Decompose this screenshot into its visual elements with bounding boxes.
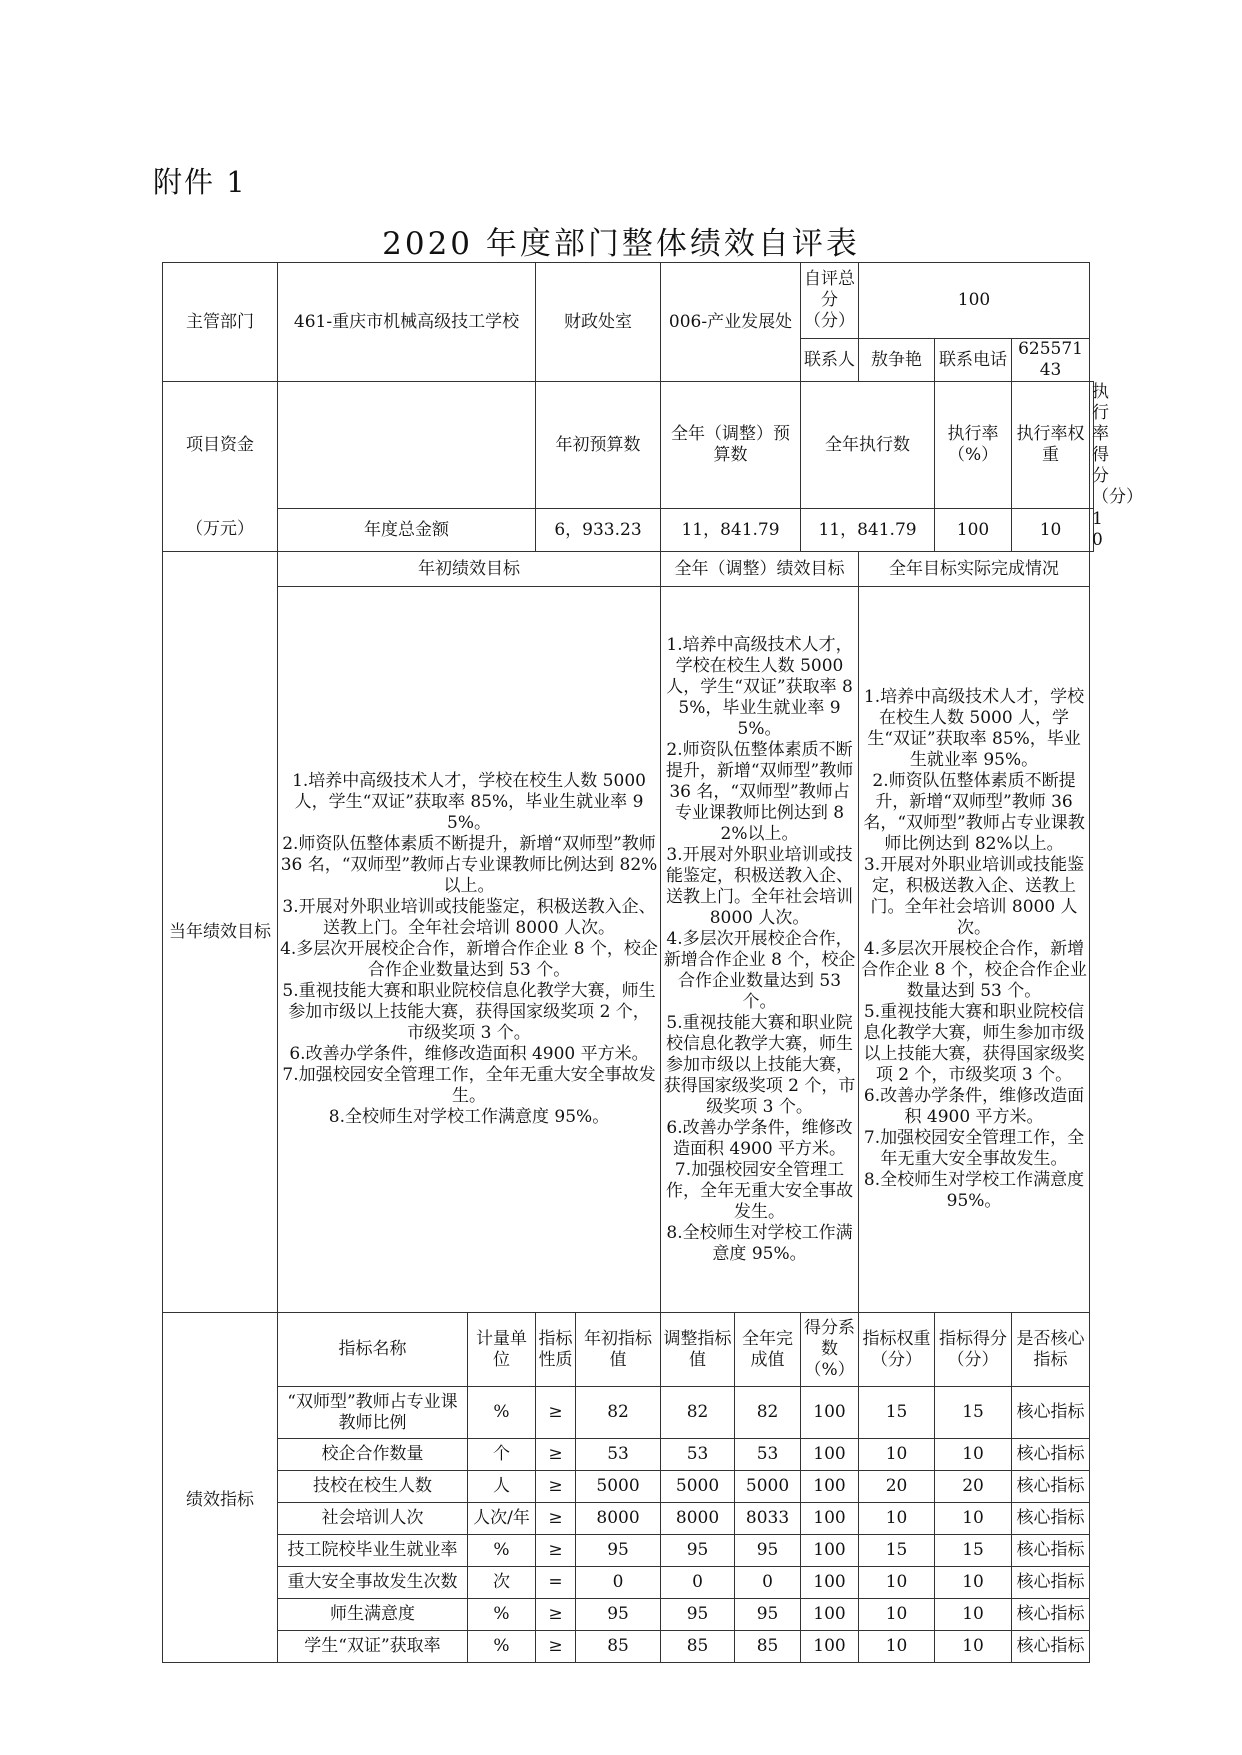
ind-head-weight: 指标权重（分） [859,1313,935,1387]
initial-item: 3.开展对外职业培训或技能鉴定，积极送教入企、送教上门。全年社会培训 8000 人次。 [282,897,656,938]
ind-initial: 0 [576,1567,661,1599]
ind-nature: ≥ [536,1599,576,1631]
ind-actual: 85 [735,1631,801,1663]
actual-item: 5.重视技能大赛和职业院校信息化教学大赛，师生参加市级以上技能大赛，获得国家级奖项 2 个，市级奖项 3 个。 [863,1002,1085,1085]
ind-score: 10 [935,1599,1012,1631]
table-row [163,1503,1094,1535]
actual-item: 1.培养中高级技术人才，学校在校生人数 5000 人，学生“双证”获取率 85%，毕业生就业率 95%。 [863,687,1085,770]
ind-nature: ≥ [536,1439,576,1471]
ind-nature: ≥ [536,1631,576,1663]
ind-actual: 95 [735,1599,801,1631]
table-row [163,1567,1094,1599]
performance-table [162,262,1144,1663]
ind-unit: % [468,1535,536,1567]
adjusted-goals-text [661,587,859,1313]
goals-col-adjusted: 全年（调整）绩效目标 [661,552,859,587]
ind-initial: 95 [576,1535,661,1567]
ind-score: 10 [935,1567,1012,1599]
ind-coef: 100 [801,1567,859,1599]
ind-head-core: 是否核心指标 [1012,1313,1090,1387]
ind-score: 15 [935,1387,1012,1439]
initial-item: 7.加强校园安全管理工作，全年无重大安全事故发生。 [282,1065,656,1106]
self-score-value: 100 [859,263,1090,339]
funds-col-initial: 年初预算数 [536,382,661,509]
ind-initial: 95 [576,1599,661,1631]
ind-coef: 100 [801,1387,859,1439]
initial-item: 1.培养中高级技术人才，学校在校生人数 5000 人，学生“双证”获取率 85%，毕业生就业率 95%。 [292,771,646,833]
dept-value: 461-重庆市机械高级技工学校 [278,263,536,382]
ind-unit: % [468,1631,536,1663]
adjusted-item: 6.改善办学条件，维修改造面积 4900 平方米。 [666,1117,853,1159]
ind-name: 社会培训人次 [278,1503,468,1535]
funds-score: 10 [1090,509,1094,552]
ind-actual: 8033 [735,1503,801,1535]
ind-core: 核心指标 [1012,1503,1090,1535]
ind-name: 师生满意度 [278,1599,468,1631]
funds-rate: 100 [935,509,1012,552]
table-row [163,1439,1094,1471]
ind-adjusted: 82 [661,1387,735,1439]
table-row [163,1471,1094,1503]
ind-weight: 10 [859,1599,935,1631]
ind-nature: ≥ [536,1471,576,1503]
ind-coef: 100 [801,1439,859,1471]
funds-col-rate: 执行率（%） [935,382,1012,509]
ind-name: 学生“双证”获取率 [278,1631,468,1663]
phone-value: 62557143 [1012,339,1090,382]
ind-adjusted: 5000 [661,1471,735,1503]
ind-initial: 5000 [576,1471,661,1503]
funds-label-bottom: （万元） [163,509,278,552]
ind-core: 核心指标 [1012,1535,1090,1567]
ind-initial: 85 [576,1631,661,1663]
actual-item: 8.全校师生对学校工作满意度 95%。 [863,1170,1085,1211]
ind-head-nature: 指标性质 [536,1313,576,1387]
ind-weight: 20 [859,1471,935,1503]
phone-label: 联系电话 [935,339,1012,382]
ind-actual: 95 [735,1535,801,1567]
ind-adjusted: 53 [661,1439,735,1471]
ind-core: 核心指标 [1012,1631,1090,1663]
ind-adjusted: 85 [661,1631,735,1663]
adjusted-item: 8.全校师生对学校工作满意度 95%。 [666,1222,853,1264]
ind-nature: = [536,1567,576,1599]
adjusted-item: 2.师资队伍整体素质不断提升，新增“双师型”教师 36 名，“双师型”教师占专业课教师比例达到 82%以上。 [665,739,854,844]
ind-name: 技工院校毕业生就业率 [278,1535,468,1567]
ind-coef: 100 [801,1535,859,1567]
contact-value: 敖争艳 [859,339,935,382]
funds-col-executed: 全年执行数 [801,382,935,509]
ind-name: “双师型”教师占专业课教师比例 [278,1387,468,1439]
ind-score: 10 [935,1503,1012,1535]
attachment-label: 附件 1 [153,165,247,199]
ind-actual: 0 [735,1567,801,1599]
ind-weight: 15 [859,1535,935,1567]
dept-label: 主管部门 [163,263,278,382]
ind-nature: ≥ [536,1503,576,1535]
ind-coef: 100 [801,1503,859,1535]
ind-weight: 10 [859,1439,935,1471]
ind-name: 重大安全事故发生次数 [278,1567,468,1599]
page-title: 2020 年度部门整体绩效自评表 [382,226,860,262]
ind-actual: 82 [735,1387,801,1439]
ind-head-initial: 年初指标值 [576,1313,661,1387]
ind-adjusted: 95 [661,1535,735,1567]
funds-col-adjusted: 全年（调整）预算数 [661,382,801,509]
ind-head-adjusted: 调整指标值 [661,1313,735,1387]
funds-weight: 10 [1012,509,1090,552]
funds-label-top: 项目资金 [163,382,278,509]
adjusted-item: 4.多层次开展校企合作，新增合作企业 8 个，校企合作企业数量达到 53 个。 [663,928,856,1012]
initial-item: 6.改善办学条件，维修改造面积 4900 平方米。 [289,1044,649,1064]
ind-head-actual: 全年完成值 [735,1313,801,1387]
ind-initial: 82 [576,1387,661,1439]
actual-item: 4.多层次开展校企合作，新增合作企业 8 个，校企合作企业数量达到 53 个。 [861,939,1087,1001]
ind-actual: 53 [735,1439,801,1471]
ind-weight: 15 [859,1387,935,1439]
actual-goals-text [859,587,1090,1313]
funds-col-weight: 执行率权重 [1012,382,1090,509]
ind-coef: 100 [801,1599,859,1631]
ind-coef: 100 [801,1631,859,1663]
actual-item: 3.开展对外职业培训或技能鉴定，积极送教入企、送教上门。全年社会培训 8000 人次。 [863,855,1085,938]
ind-nature: ≥ [536,1535,576,1567]
ind-adjusted: 95 [661,1599,735,1631]
ind-score: 15 [935,1535,1012,1567]
ind-unit: 个 [468,1439,536,1471]
ind-core: 核心指标 [1012,1387,1090,1439]
ind-unit: % [468,1599,536,1631]
self-score-label: 自评总分（分） [801,263,859,339]
adjusted-item: 1.培养中高级技术人才，学校在校生人数 5000 人，学生“双证”获取率 85%，毕业生就业率 95%。 [666,634,853,739]
ind-core: 核心指标 [1012,1471,1090,1503]
adjusted-item: 5.重视技能大赛和职业院校信息化教学大赛，师生参加市级以上技能大赛，获得国家级奖项 2 个，市级奖项 3 个。 [663,1012,856,1117]
table-row [163,1631,1094,1663]
goals-col-actual: 全年目标实际完成情况 [859,552,1090,587]
ind-initial: 53 [576,1439,661,1471]
funds-initial: 6，933.23 [536,509,661,552]
ind-actual: 5000 [735,1471,801,1503]
ind-score: 10 [935,1439,1012,1471]
ind-unit: 人次/年 [468,1503,536,1535]
initial-item: 4.多层次开展校企合作，新增合作企业 8 个，校企合作企业数量达到 53 个。 [280,939,658,980]
funds-empty-cell [278,382,536,509]
ind-unit: 人 [468,1471,536,1503]
table-row [163,1387,1094,1439]
ind-head-coef: 得分系数（%） [801,1313,859,1387]
actual-item: 6.改善办学条件，维修改造面积 4900 平方米。 [863,1086,1085,1127]
goals-col-initial: 年初绩效目标 [278,552,661,587]
ind-head-name: 指标名称 [278,1313,468,1387]
indicators-label: 绩效指标 [163,1313,278,1663]
finance-label: 财政处室 [536,263,661,382]
initial-item: 8.全校师生对学校工作满意度 95%。 [328,1107,610,1127]
ind-name: 校企合作数量 [278,1439,468,1471]
initial-goals-text [278,587,661,1313]
ind-core: 核心指标 [1012,1439,1090,1471]
funds-executed: 11，841.79 [801,509,935,552]
ind-core: 核心指标 [1012,1567,1090,1599]
table-row [163,1599,1094,1631]
goals-label: 当年绩效目标 [163,552,278,1313]
ind-unit: 次 [468,1567,536,1599]
initial-item: 2.师资队伍整体素质不断提升，新增“双师型”教师 36 名，“双师型”教师占专业课教师比例达到 82%以上。 [280,834,658,896]
ind-head-score: 指标得分（分） [935,1313,1012,1387]
table-row [163,1535,1094,1567]
ind-coef: 100 [801,1471,859,1503]
ind-unit: % [468,1387,536,1439]
ind-adjusted: 8000 [661,1503,735,1535]
ind-nature: ≥ [536,1387,576,1439]
actual-item: 7.加强校园安全管理工作，全年无重大安全事故发生。 [863,1128,1085,1169]
adjusted-item: 7.加强校园安全管理工作，全年无重大安全事故发生。 [666,1159,854,1222]
funds-col-score: 执行率得分（分） [1090,382,1094,509]
funds-adjusted: 11，841.79 [661,509,801,552]
ind-weight: 10 [859,1631,935,1663]
actual-item: 2.师资队伍整体素质不断提升，新增“双师型”教师 36 名，“双师型”教师占专业课教师比例达到 82%以上。 [863,771,1085,854]
finance-value: 006-产业发展处 [661,263,801,382]
initial-item: 5.重视技能大赛和职业院校信息化教学大赛，师生参加市级以上技能大赛，获得国家级奖项 2 个，市级奖项 3 个。 [282,981,656,1043]
ind-head-unit: 计量单位 [468,1313,536,1387]
ind-adjusted: 0 [661,1567,735,1599]
ind-initial: 8000 [576,1503,661,1535]
ind-name: 技校在校生人数 [278,1471,468,1503]
funds-row-label: 年度总金额 [278,509,536,552]
ind-weight: 10 [859,1503,935,1535]
contact-label: 联系人 [801,339,859,382]
ind-core: 核心指标 [1012,1599,1090,1631]
ind-weight: 10 [859,1567,935,1599]
ind-score: 10 [935,1631,1012,1663]
adjusted-item: 3.开展对外职业培训或技能鉴定，积极送教入企、送教上门。全年社会培训 8000 人次。 [666,844,854,928]
ind-score: 20 [935,1471,1012,1503]
